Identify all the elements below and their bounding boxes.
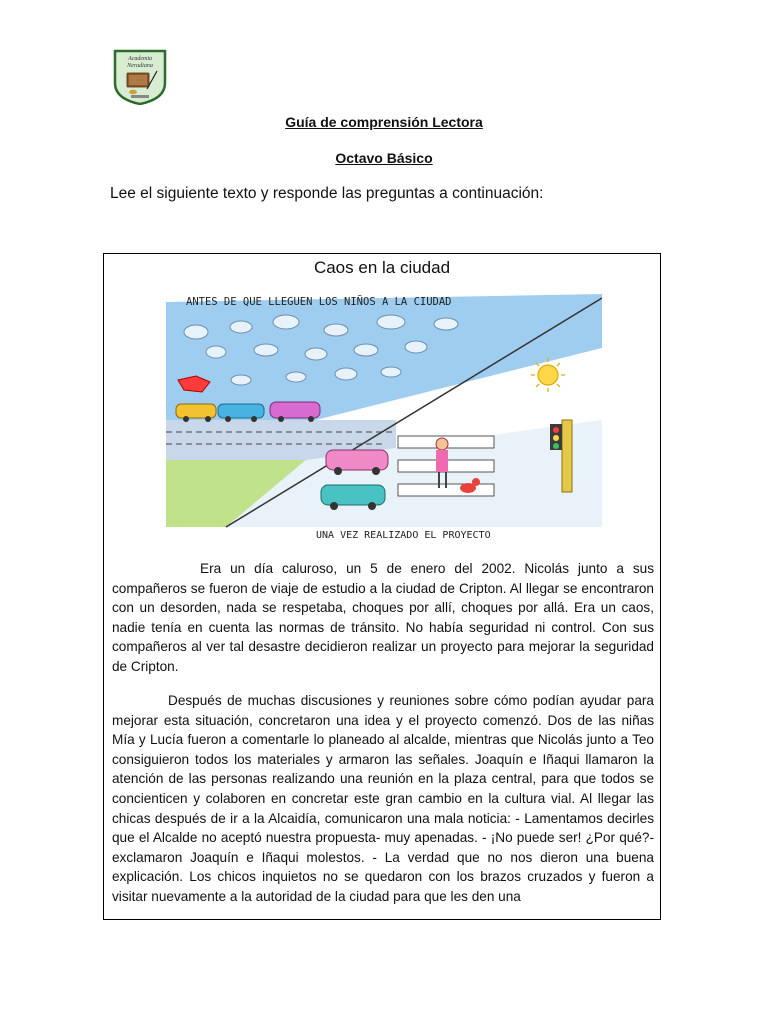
instruction-text: Lee el siguiente texto y responde las preguntas a continuación: xyxy=(110,185,544,202)
paragraph-2: Después de muchas discusiones y reuniones sobre cómo podían ayudar para mejorar esta situación, concretaron una idea y el proyecto comenzó. Dos de las niñas Mía y Lucía fueron a comentarle lo planeado al alcalde, mientras que Nicolás junto a Teo consiguieron todos los materiales y armaron las señales. Joaquín e Iñaqui llamaron la atención de las personas realizando una reunión en la plaza central, para que todos se concienticen y colaboren en concretar este gran cambio en la cultura vial. Al llegar las chicas después de ir a la Alcaidía, comunicaron una mala noticia: - Lamentamos decirles que el Alcalde no aceptó nuestra propuesta- muy apenadas. - ¡No puede ser! ¿Por qué?- exclamaron Joaquín e Iñaqui molestos. - La verdad que no nos dieron una buena explicación. Los chicos inquietos no se quedaron con los brazos cruzados y fueron a visitar nuevamente a la autoridad de la ciudad para que les den una xyxy=(112,693,654,904)
svg-text:UNA VEZ REALIZADO EL PROYECTO: UNA VEZ REALIZADO EL PROYECTO xyxy=(316,530,491,541)
reading-box xyxy=(103,253,661,920)
svg-text:Academia: Academia xyxy=(128,56,152,62)
city-drawing xyxy=(166,292,602,542)
svg-text:ANTES DE QUE LLEGUEN LOS NIÑOS: ANTES DE QUE LLEGUEN LOS NIÑOS A LA CIUDAD xyxy=(186,296,452,308)
svg-text:Nerudiana: Nerudiana xyxy=(127,63,153,69)
academy-logo xyxy=(113,49,167,105)
document-title: Guía de comprensión Lectora xyxy=(285,114,483,130)
reading-title: Caos en la ciudad xyxy=(313,258,451,277)
paragraph-1: Era un día caluroso, un 5 de enero del 2002. Nicolás junto a sus compañeros se fueron de viaje de estudio a la ciudad de Cripton. Al llegar se encontraron con un desorden, nada se respetaba, choques por allí, choques por allá. Era un caos, nadie tenía en cuenta las normas de tránsito. No había seguridad ni control. Con sus compañeros al ver tal desastre decidieron realizar un proyecto para mejorar la seguridad de Cripton. xyxy=(112,561,654,674)
document-grade: Octavo Básico xyxy=(335,150,433,166)
